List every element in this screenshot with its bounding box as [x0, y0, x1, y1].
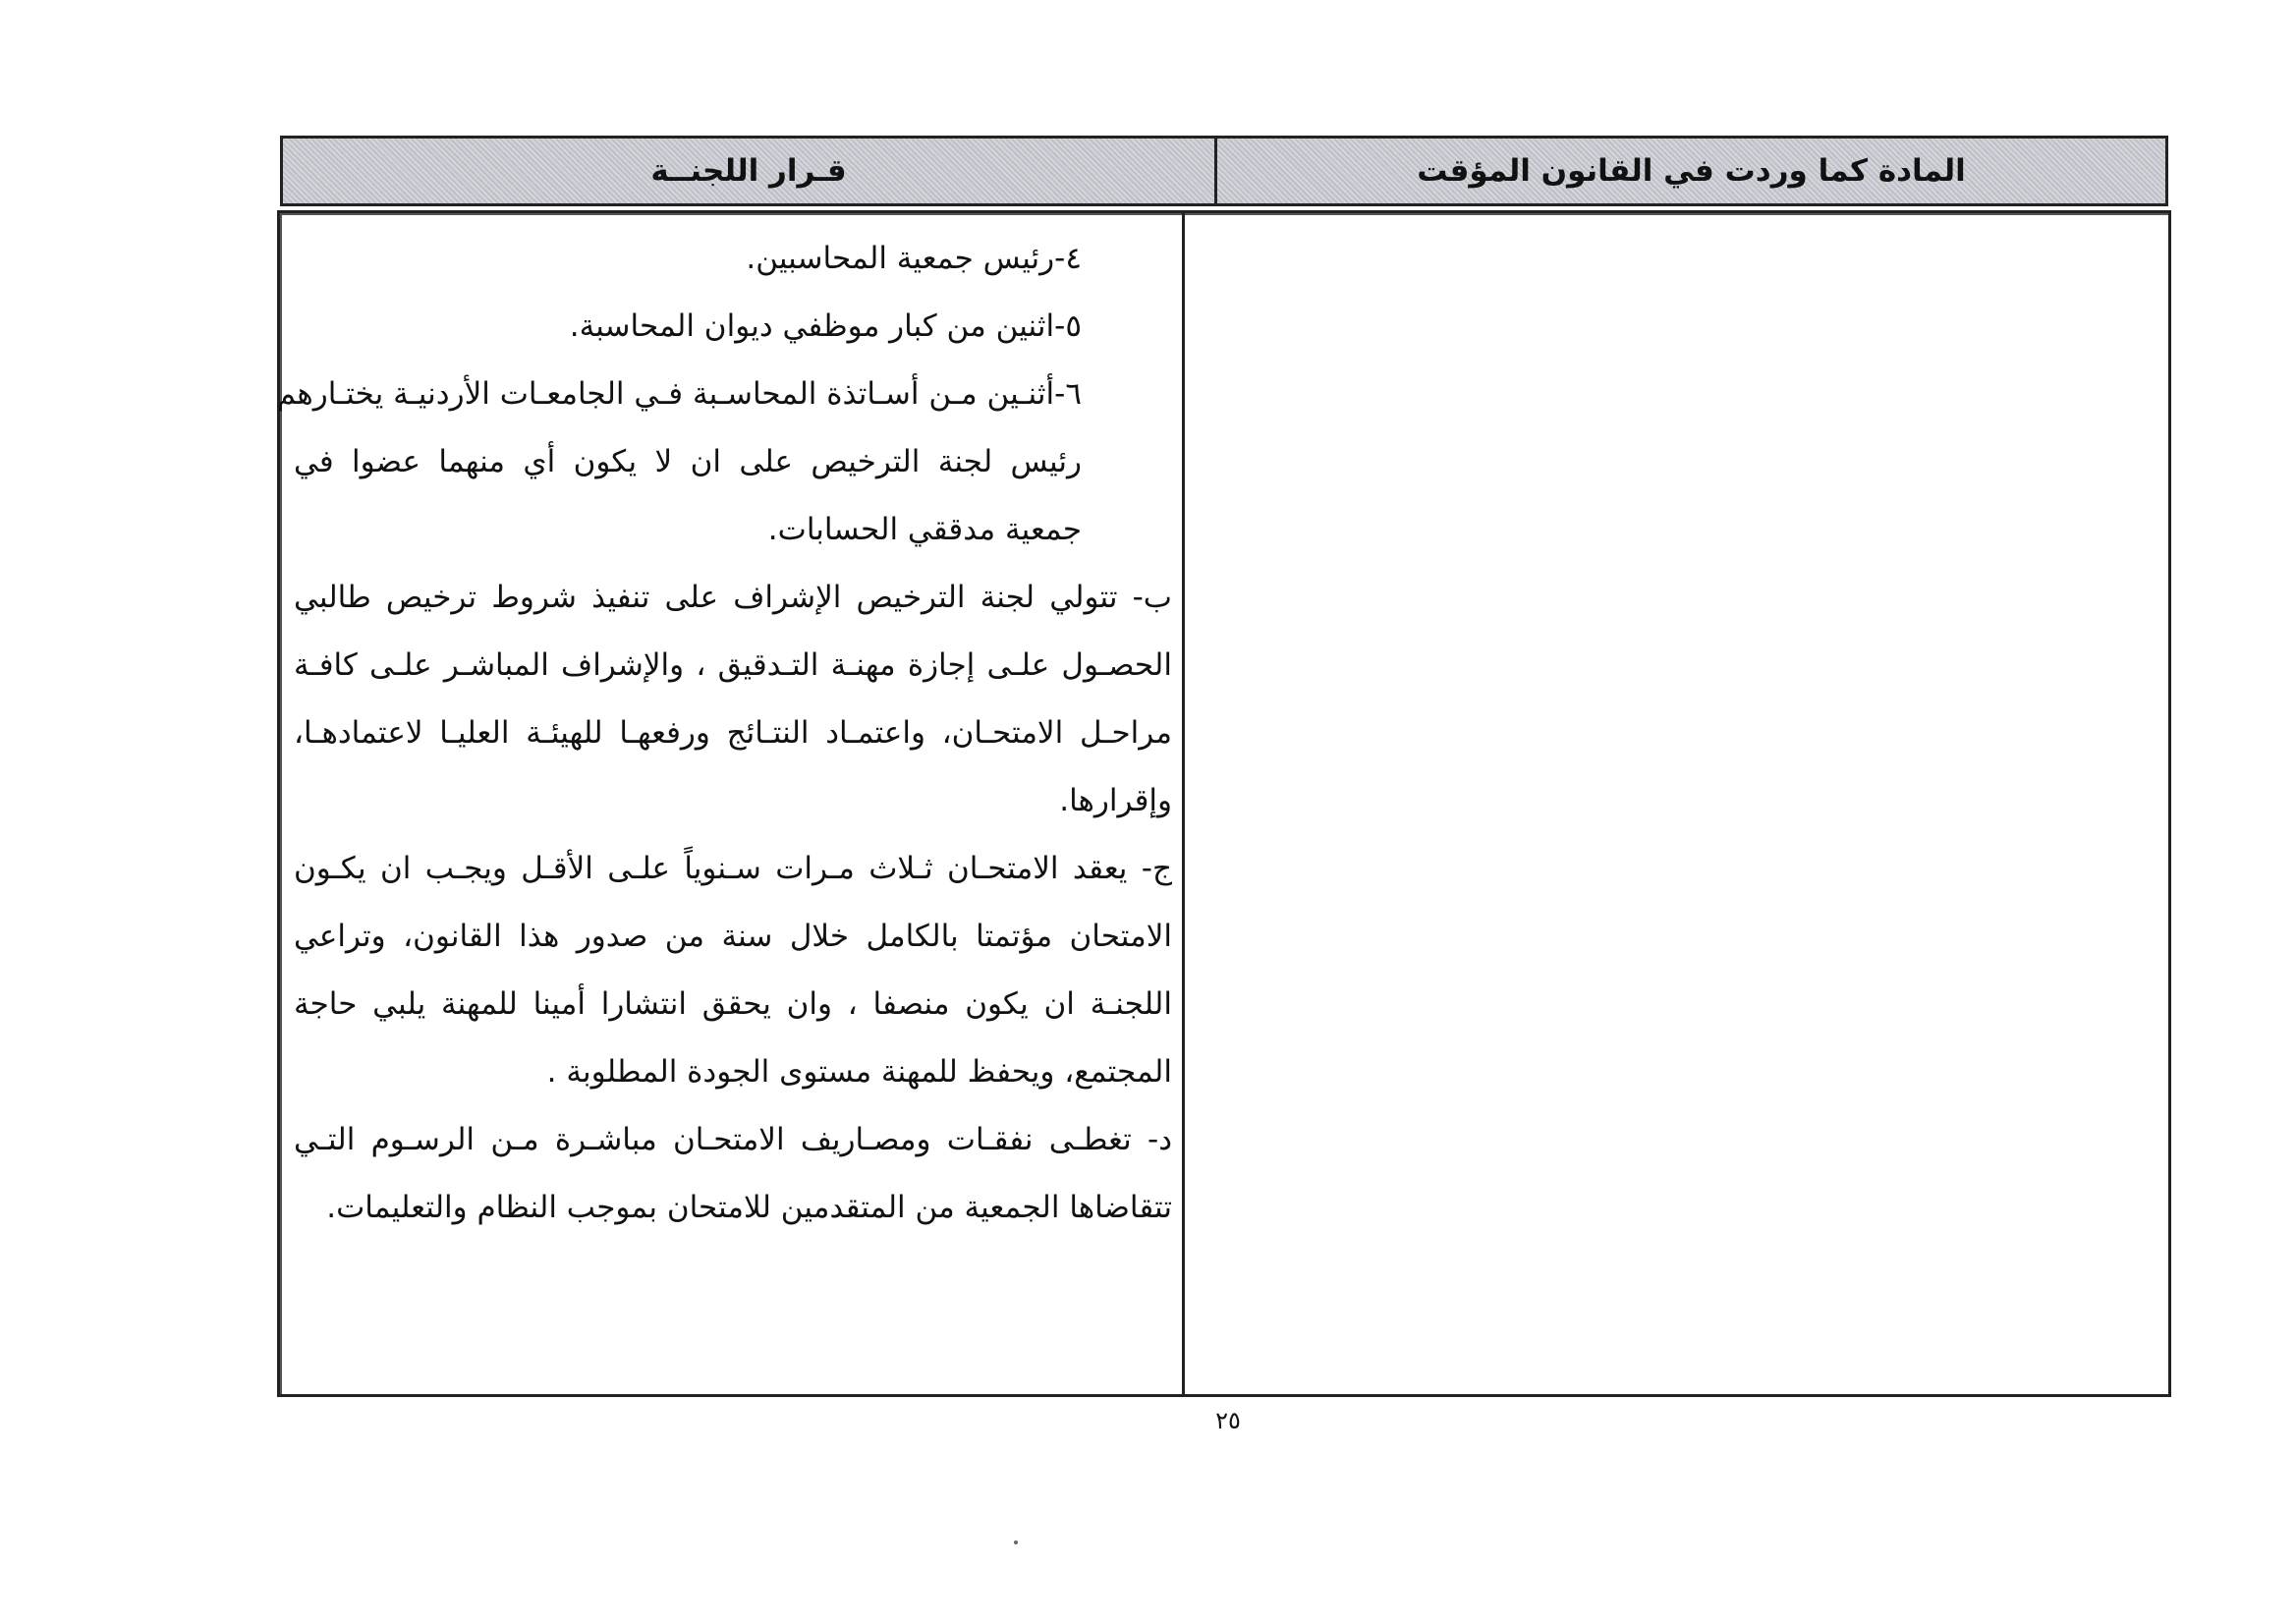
decision-line: جمعية مدققي الحسابات.: [767, 512, 1082, 547]
decision-line: تتقاضاها الجمعية من المتقدمين للامتحان بموجب النظام والتعليمات.: [326, 1190, 1172, 1225]
scan-speck: [1014, 1540, 1018, 1544]
decision-line: ب- تتولي لجنة الترخيص الإشراف على تنفيذ شروط ترخيص طالبي: [294, 580, 1172, 615]
decision-line: ٤-رئيس جمعية المحاسبين.: [746, 241, 1082, 276]
decision-line: ج- يعقد الامتحـان ثـلاث مـرات سـنوياً علـى الأقـل ويجـب ان يكـون: [294, 851, 1172, 886]
decision-line: المجتمع، ويحفظ للمهنة مستوى الجودة المطلوبة .: [546, 1054, 1172, 1090]
decision-line: وإقرارها.: [1059, 783, 1172, 818]
decision-line: رئيس لجنة الترخيص على ان لا يكون أي منهما عضوا في: [294, 444, 1082, 479]
decision-line: الامتحان مؤتمتا بالكامل خلال سنة من صدور هذا القانون، وتراعي: [294, 919, 1172, 954]
table-header: [280, 136, 2168, 206]
decision-line: ٥-اثنين من كبار موظفي ديوان المحاسبة.: [569, 308, 1082, 344]
article-text-column: [1185, 213, 2168, 1394]
page-number: ٢٥: [1215, 1407, 1241, 1434]
decision-line: اللجنـة ان يكون منصفا ، وان يحقق انتشارا أمينا للمهنة يلبي حاجة: [294, 986, 1172, 1022]
decision-line: مراحـل الامتحـان، واعتمـاد النتـائج ورفعهـا للهيئـة العليـا لاعتمادهـا،: [294, 715, 1172, 751]
decision-line: ٦-أثنـين مـن أسـاتذة المحاسـبة فـي الجامعـات الأردنيـة يختـارهم: [276, 376, 1082, 412]
header-article-text: المادة كما وردت في القانون المؤقت: [1417, 153, 1966, 189]
decision-line: د- تغطـى نفقـات ومصـاريف الامتحـان مباشـرة مـن الرسـوم التـي: [294, 1122, 1172, 1157]
header-committee-decision: قـرار اللجنــة: [283, 139, 1217, 203]
committee-decision-column: [276, 213, 1185, 1394]
table-body: [277, 210, 2171, 1397]
decision-line: الحصـول علـى إجازة مهنـة التـدقيق ، والإشراف المباشـر علـى كافـة: [294, 647, 1172, 683]
